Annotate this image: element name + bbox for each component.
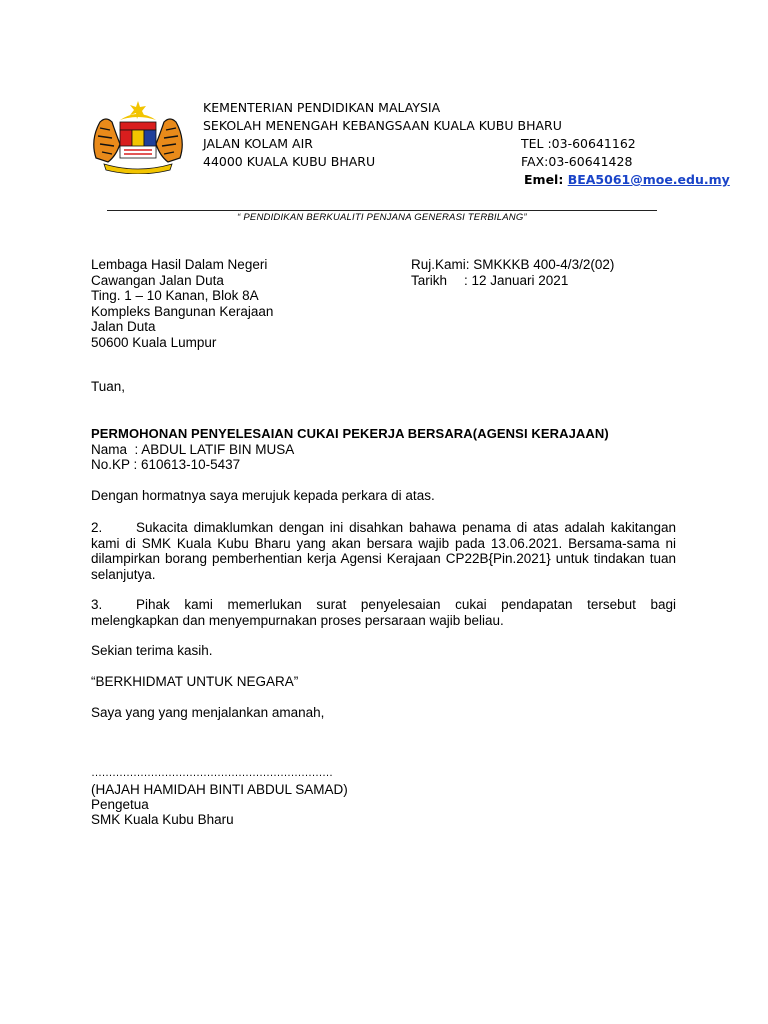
- paragraph-3-number: 3.: [91, 597, 103, 612]
- school-name: SEKOLAH MENENGAH KEBANGSAAN KUALA KUBU BHARU: [203, 118, 562, 133]
- signatory-organization: SMK Kuala Kubu Bharu: [91, 812, 234, 827]
- paragraph-1: Dengan hormatnya saya merujuk kepada perkara di atas.: [91, 488, 435, 503]
- salutation: Tuan,: [91, 379, 126, 394]
- signatory-name: (HAJAH HAMIDAH BINTI ABDUL SAMAD): [91, 782, 348, 797]
- letter-date: [411, 273, 568, 289]
- signature-line: ……………………………………………………………: [91, 767, 333, 779]
- closing-slogan: “BERKHIDMAT UNTUK NEGARA”: [91, 674, 299, 689]
- recipient-line: 50600 Kuala Lumpur: [91, 334, 217, 350]
- closing-thanks: Sekian terima kasih.: [91, 643, 213, 658]
- paragraph-3-text: Pihak kami memerlukan surat penyelesaian cukai pendapatan tersebut bagi melengkapkan dan menyempurnakan proses persaraan wajib beliau.: [91, 597, 676, 628]
- reference-number: Ruj.Kami: SMKKKB 400-4/3/2(02): [411, 257, 615, 272]
- coat-of-arms-icon: [86, 100, 190, 174]
- recipient-line: Kompleks Bangunan Kerajaan: [91, 303, 274, 319]
- school-telephone: TEL :03-60641162: [521, 136, 636, 151]
- school-motto: “ PENDIDIKAN BERKUALITI PENJANA GENERASI TERBILANG”: [237, 212, 527, 223]
- paragraph-3: [91, 597, 676, 628]
- school-fax: FAX:03-60641428: [521, 154, 633, 169]
- email-row: [524, 171, 730, 189]
- date-label: Tarikh: [411, 273, 448, 288]
- recipient-address: [91, 257, 273, 350]
- school-address-line2: 44000 KUALA KUBU BHARU: [203, 154, 376, 169]
- paragraph-2-number: 2.: [91, 520, 103, 535]
- letter-subject: PERMOHONAN PENYELESAIAN CUKAI PEKERJA BERSARA(AGENSI KERAJAAN): [91, 426, 609, 441]
- email-link[interactable]: BEA5061@moe.edu.my: [567, 172, 730, 187]
- employee-name: Nama : ABDUL LATIF BIN MUSA: [91, 442, 295, 457]
- recipient-line: Ting. 1 – 10 Kanan, Blok 8A: [91, 288, 259, 303]
- letterhead-divider: [107, 210, 657, 211]
- malaysia-coat-of-arms-logo: [86, 100, 190, 174]
- paragraph-2-text: Sukacita dimaklumkan dengan ini disahkan bahawa penama di atas adalah kakitangan kami di SMK Kuala Kubu Bharu yang akan bersara wajib pada 13.06.2021. Bersama-sama ni dilampirkan borang pemberhentian kerja Agensi Kerajaan CP22B{Pin.2021} untuk tindakan tuan selanjutya.: [91, 520, 676, 582]
- recipient-line: Jalan Duta: [91, 319, 156, 334]
- email-label: Emel:: [524, 172, 564, 187]
- school-address-line1: JALAN KOLAM AIR: [203, 136, 313, 151]
- closing-trust: Saya yang yang menjalankan amanah,: [91, 705, 325, 720]
- date-value: : 12 Januari 2021: [464, 273, 569, 288]
- recipient-line: Cawangan Jalan Duta: [91, 272, 224, 288]
- signatory-title: Pengetua: [91, 797, 149, 812]
- paragraph-2: [91, 520, 676, 582]
- recipient-line: Lembaga Hasil Dalam Negeri: [91, 257, 268, 272]
- ministry-name: KEMENTERIAN PENDIDIKAN MALAYSIA: [203, 100, 441, 115]
- employee-ic-number: No.KP : 610613-10-5437: [91, 457, 241, 472]
